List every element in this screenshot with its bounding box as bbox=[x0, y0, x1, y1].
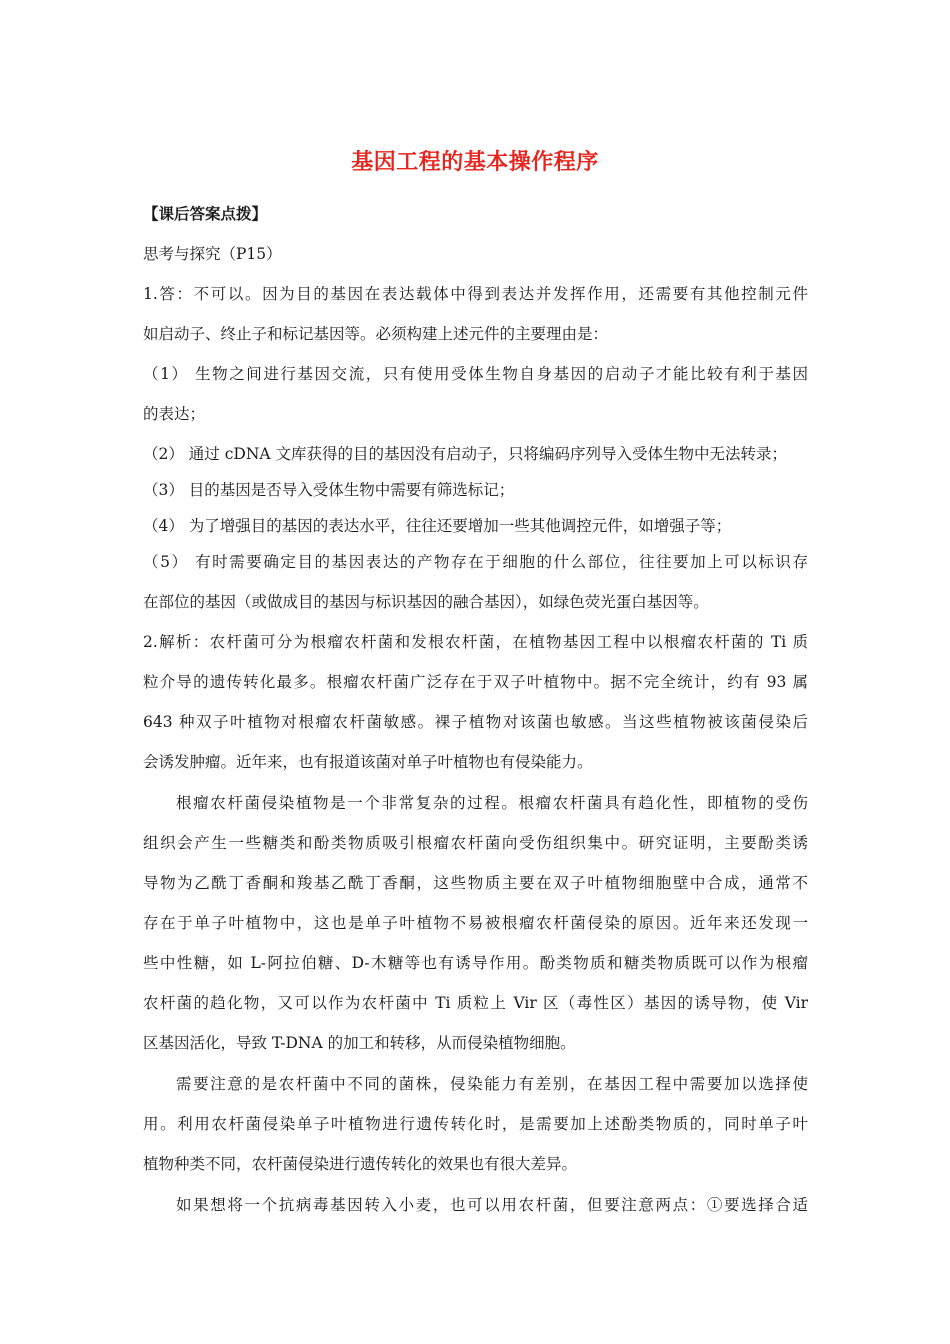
list-item-line: （4） 为了增强目的基因的表达水平，往往还要增加一些其他调控元件，如增强子等； bbox=[143, 517, 732, 535]
paragraph-line: 组织会产生一些糖类和酚类物质吸引根瘤农杆菌向受伤组织集中。研究证明，主要酚类诱 bbox=[143, 834, 808, 852]
list-item-line: 的表达； bbox=[143, 405, 206, 423]
subheading: 思考与探究（P15） bbox=[143, 245, 282, 263]
list-item-line: （2） 通过 cDNA 文库获得的目的基因没有启动子，只将编码序列导入受体生物中无法转录； bbox=[143, 445, 788, 463]
list-item-line: （1） 生物之间进行基因交流，只有使用受体生物自身基因的启动子才能比较有利于基因 bbox=[143, 365, 808, 383]
paragraph-line: 如果想将一个抗病毒基因转入小麦，也可以用农杆菌，但要注意两点：①要选择合适 bbox=[176, 1196, 808, 1214]
paragraph-line: 用。利用农杆菌侵染单子叶植物进行遗传转化时，是需要加上述酚类物质的，同时单子叶 bbox=[143, 1115, 808, 1133]
list-item-line: （5） 有时需要确定目的基因表达的产物存在于细胞的什么部位，往往要加上可以标识存 bbox=[143, 553, 808, 571]
list-item-line: 在部位的基因（或做成目的基因与标识基因的融合基因），如绿色荧光蛋白基因等。 bbox=[143, 593, 709, 611]
document-body bbox=[143, 200, 808, 1231]
paragraph-line: 643 种双子叶植物对根瘤农杆菌敏感。裸子植物对该菌也敏感。当这些植物被该菌侵染后 bbox=[143, 713, 808, 731]
section-heading: 【课后答案点拨】 bbox=[143, 204, 268, 223]
document-title: 基因工程的基本操作程序 bbox=[351, 149, 599, 175]
paragraph-line: 会诱发肿瘤。近年来，也有报道该菌对单子叶植物也有侵染能力。 bbox=[143, 753, 593, 771]
paragraph-line: 需要注意的是农杆菌中不同的菌株，侵染能力有差别，在基因工程中需要加以选择使 bbox=[176, 1075, 808, 1093]
paragraph-line: 2.解析：农杆菌可分为根瘤农杆菌和发根农杆菌，在植物基因工程中以根瘤农杆菌的 Ti 质 bbox=[143, 633, 808, 651]
list-item-line: （3） 目的基因是否导入受体生物中需要有筛选标记； bbox=[143, 481, 515, 499]
paragraph-line: 农杆菌的趋化物，又可以作为农杆菌中 Ti 质粒上 Vir 区（毒性区）基因的诱导物，使 Vir bbox=[143, 994, 808, 1012]
paragraph-line: 如启动子、终止子和标记基因等。必须构建上述元件的主要理由是： bbox=[143, 325, 609, 343]
paragraph-line: 存在于单子叶植物中，这也是单子叶植物不易被根瘤农杆菌侵染的原因。近年来还发现一 bbox=[143, 914, 808, 932]
paragraph-line: 1.答：不可以。因为目的基因在表达载体中得到表达并发挥作用，还需要有其他控制元件 bbox=[143, 285, 808, 303]
paragraph-line: 根瘤农杆菌侵染植物是一个非常复杂的过程。根瘤农杆菌具有趋化性，即植物的受伤 bbox=[176, 794, 808, 812]
paragraph-line: 导物为乙酰丁香酮和羧基乙酰丁香酮，这些物质主要在双子叶植物细胞壁中合成，通常不 bbox=[143, 874, 808, 892]
paragraph-line: 植物种类不同，农杆菌侵染进行遗传转化的效果也有很大差异。 bbox=[143, 1155, 578, 1173]
paragraph-line: 粒介导的遗传转化最多。根瘤农杆菌广泛存在于双子叶植物中。据不完全统计，约有 93 属 bbox=[143, 673, 808, 691]
paragraph-line: 区基因活化，导致 T-DNA 的加工和转移，从而侵染植物细胞。 bbox=[143, 1034, 576, 1052]
paragraph-line: 些中性糖，如 L-阿拉伯糖、D-木糖等也有诱导作用。酚类物质和糖类物质既可以作为根瘤 bbox=[143, 954, 808, 972]
